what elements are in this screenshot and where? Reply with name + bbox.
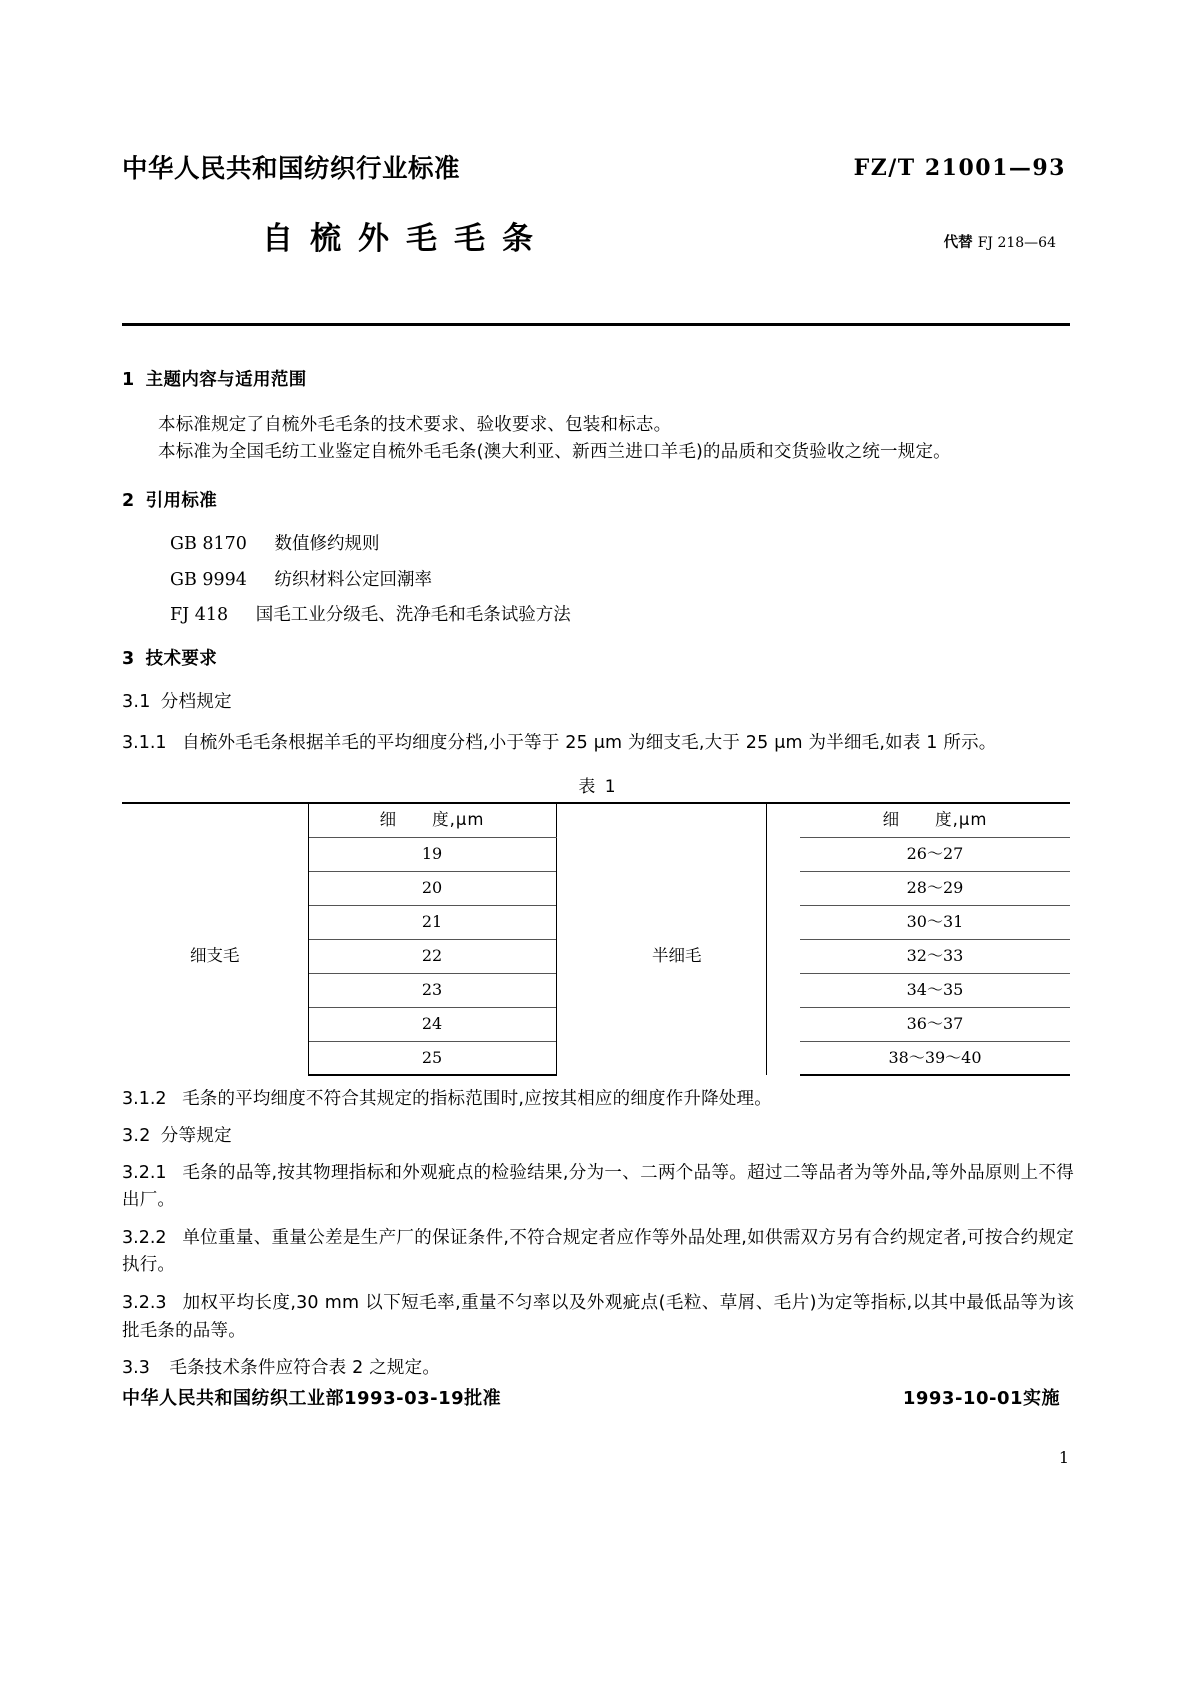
document-body — [122, 372, 1074, 1383]
page-number: 1 — [1058, 1448, 1069, 1467]
fineness-value-right: 34～35 — [800, 973, 1070, 1007]
fineness-value-right: 38～39～40 — [800, 1041, 1070, 1075]
fineness-value-left: 19 — [308, 837, 556, 871]
document-footer — [122, 1384, 1070, 1410]
issuing-organization-title: 中华人民共和国纺织行业标准 — [122, 154, 461, 184]
clause-3-3-number: 3.3 — [122, 1358, 150, 1379]
reference-name: 数值修约规则 — [274, 534, 380, 555]
section-1-paragraph-1: 本标准规定了自梳外毛毛条的技术要求、验收要求、包装和标志。 — [158, 414, 672, 435]
fineness-value-right: 30～31 — [800, 905, 1070, 939]
section-2-heading — [122, 490, 1074, 511]
section-2-title: 引用标准 — [145, 490, 218, 511]
fineness-value-right: 32～33 — [800, 939, 1070, 973]
fineness-value-left: 21 — [308, 905, 556, 939]
table-corner-cell-right — [588, 803, 766, 837]
header-row-title — [122, 213, 1070, 258]
section-3-2-number: 3.2 — [122, 1126, 151, 1147]
table-1-caption: 表 1 — [578, 777, 618, 798]
fineness-value-right: 36～37 — [800, 1007, 1070, 1041]
clause-3-2-2 — [122, 1225, 1074, 1280]
table-row — [122, 837, 1070, 871]
clause-3-2-2-number: 3.2.2 — [122, 1227, 167, 1248]
clause-3-1-2-text: 毛条的平均细度不符合其规定的指标范围时,应按其相应的细度作升降处理。 — [182, 1089, 772, 1110]
section-3-heading — [122, 648, 1074, 669]
table-corner-cell — [122, 803, 308, 837]
category-cell-semifine-wool: 半细毛 — [588, 837, 766, 1075]
fineness-value-left: 20 — [308, 871, 556, 905]
clause-3-2-1-text: 毛条的品等,按其物理指标和外观疵点的检验结果,分为一、二两个品等。超过二等品者为等外品,等外品原则上不得出厂。 — [122, 1162, 1074, 1211]
replaces-note — [944, 231, 1070, 258]
clause-3-1-1-text: 自梳外毛毛条根据羊毛的平均细度分档,小于等于 25 μm 为细支毛,大于 25 μm 为半细毛,如表 1 所示。 — [182, 732, 997, 753]
clause-3-3-text: 毛条技术条件应符合表 2 之规定。 — [169, 1358, 441, 1379]
standard-number: FZ/T 21001—93 — [853, 155, 1066, 182]
table-spacer — [766, 837, 800, 1075]
section-1-heading — [122, 372, 1074, 390]
fineness-value-left: 23 — [308, 973, 556, 1007]
fineness-value-right: 26～27 — [906, 844, 964, 864]
reference-item — [122, 607, 1074, 625]
table-spacer — [556, 837, 588, 1075]
section-1-title: 主题内容与适用范围 — [145, 370, 307, 390]
section-3-1-heading — [122, 694, 1074, 712]
replaces-code: FJ 218—64 — [977, 235, 1056, 252]
reference-code: GB 8170 — [170, 534, 247, 555]
table-header-fineness-left: 细 度,μm — [308, 803, 556, 837]
clause-3-2-1 — [122, 1160, 1074, 1215]
table-spacer — [556, 803, 588, 837]
section-1-number: 1 — [122, 370, 135, 390]
section-3-2-heading — [122, 1128, 1074, 1146]
clause-3-2-3-text: 加权平均长度,30 mm 以下短毛率,重量不匀率以及外观疵点(毛粒、草屑、毛片)为定等指标,以其中最低品等为该批毛条的品等。 — [122, 1293, 1075, 1341]
clause-3-1-1 — [122, 730, 1074, 758]
reference-code: FJ 418 — [170, 605, 229, 626]
section-3-2-title: 分等规定 — [160, 1126, 232, 1147]
clause-3-2-2-text: 单位重量、重量公差是生产厂的保证条件,不符合规定者应作等外品处理,如供需双方另有合约规定者,可按合约规定执行。 — [122, 1227, 1074, 1276]
section-1-paragraph-2: 本标准为全国毛纺工业鉴定自梳外毛毛条(澳大利亚、新西兰进口羊毛)的品质和交货验收之统一规定。 — [158, 442, 951, 463]
table-1-fineness-grades — [122, 802, 1070, 1076]
fineness-value-left: 25 — [308, 1041, 556, 1075]
section-3-1-number: 3.1 — [122, 692, 151, 713]
section-3-1-title: 分档规定 — [160, 692, 232, 713]
clause-3-2-1-number: 3.2.1 — [122, 1162, 167, 1183]
effective-date: 1993-10-01实施 — [902, 1388, 1060, 1409]
reference-item — [122, 569, 1074, 590]
reference-item — [122, 536, 1074, 554]
clause-3-1-2-number: 3.1.2 — [122, 1089, 167, 1110]
approval-statement: 中华人民共和国纺织工业部1993-03-19批准 — [122, 1388, 502, 1409]
clause-3-3 — [122, 1355, 1074, 1383]
section-3-title: 技术要求 — [145, 648, 218, 669]
reference-name: 国毛工业分级毛、洗净毛和毛条试验方法 — [255, 605, 571, 626]
fineness-value-left: 22 — [308, 939, 556, 973]
fineness-value-left: 24 — [308, 1007, 556, 1041]
header-divider — [122, 323, 1070, 326]
table-spacer — [766, 803, 800, 837]
table-row-header — [122, 803, 1070, 837]
replaces-label: 代替 — [943, 235, 973, 252]
section-3-number: 3 — [122, 648, 135, 669]
reference-name: 纺织材料公定回潮率 — [274, 569, 433, 590]
clause-3-2-3 — [122, 1290, 1074, 1345]
section-2-number: 2 — [122, 490, 135, 511]
document-header — [122, 155, 1070, 258]
document-title: 自梳外毛毛条 — [262, 221, 550, 258]
header-row-top — [122, 155, 1070, 183]
table-header-fineness-right: 细 度,μm — [800, 803, 1070, 837]
fineness-value-right: 28～29 — [800, 871, 1070, 905]
clause-3-2-3-number: 3.2.3 — [122, 1293, 167, 1314]
reference-code: GB 9994 — [170, 569, 247, 590]
clause-3-1-2 — [122, 1086, 1074, 1114]
category-cell-fine-wool: 细支毛 — [122, 837, 308, 1075]
clause-3-1-1-number: 3.1.1 — [122, 732, 167, 753]
